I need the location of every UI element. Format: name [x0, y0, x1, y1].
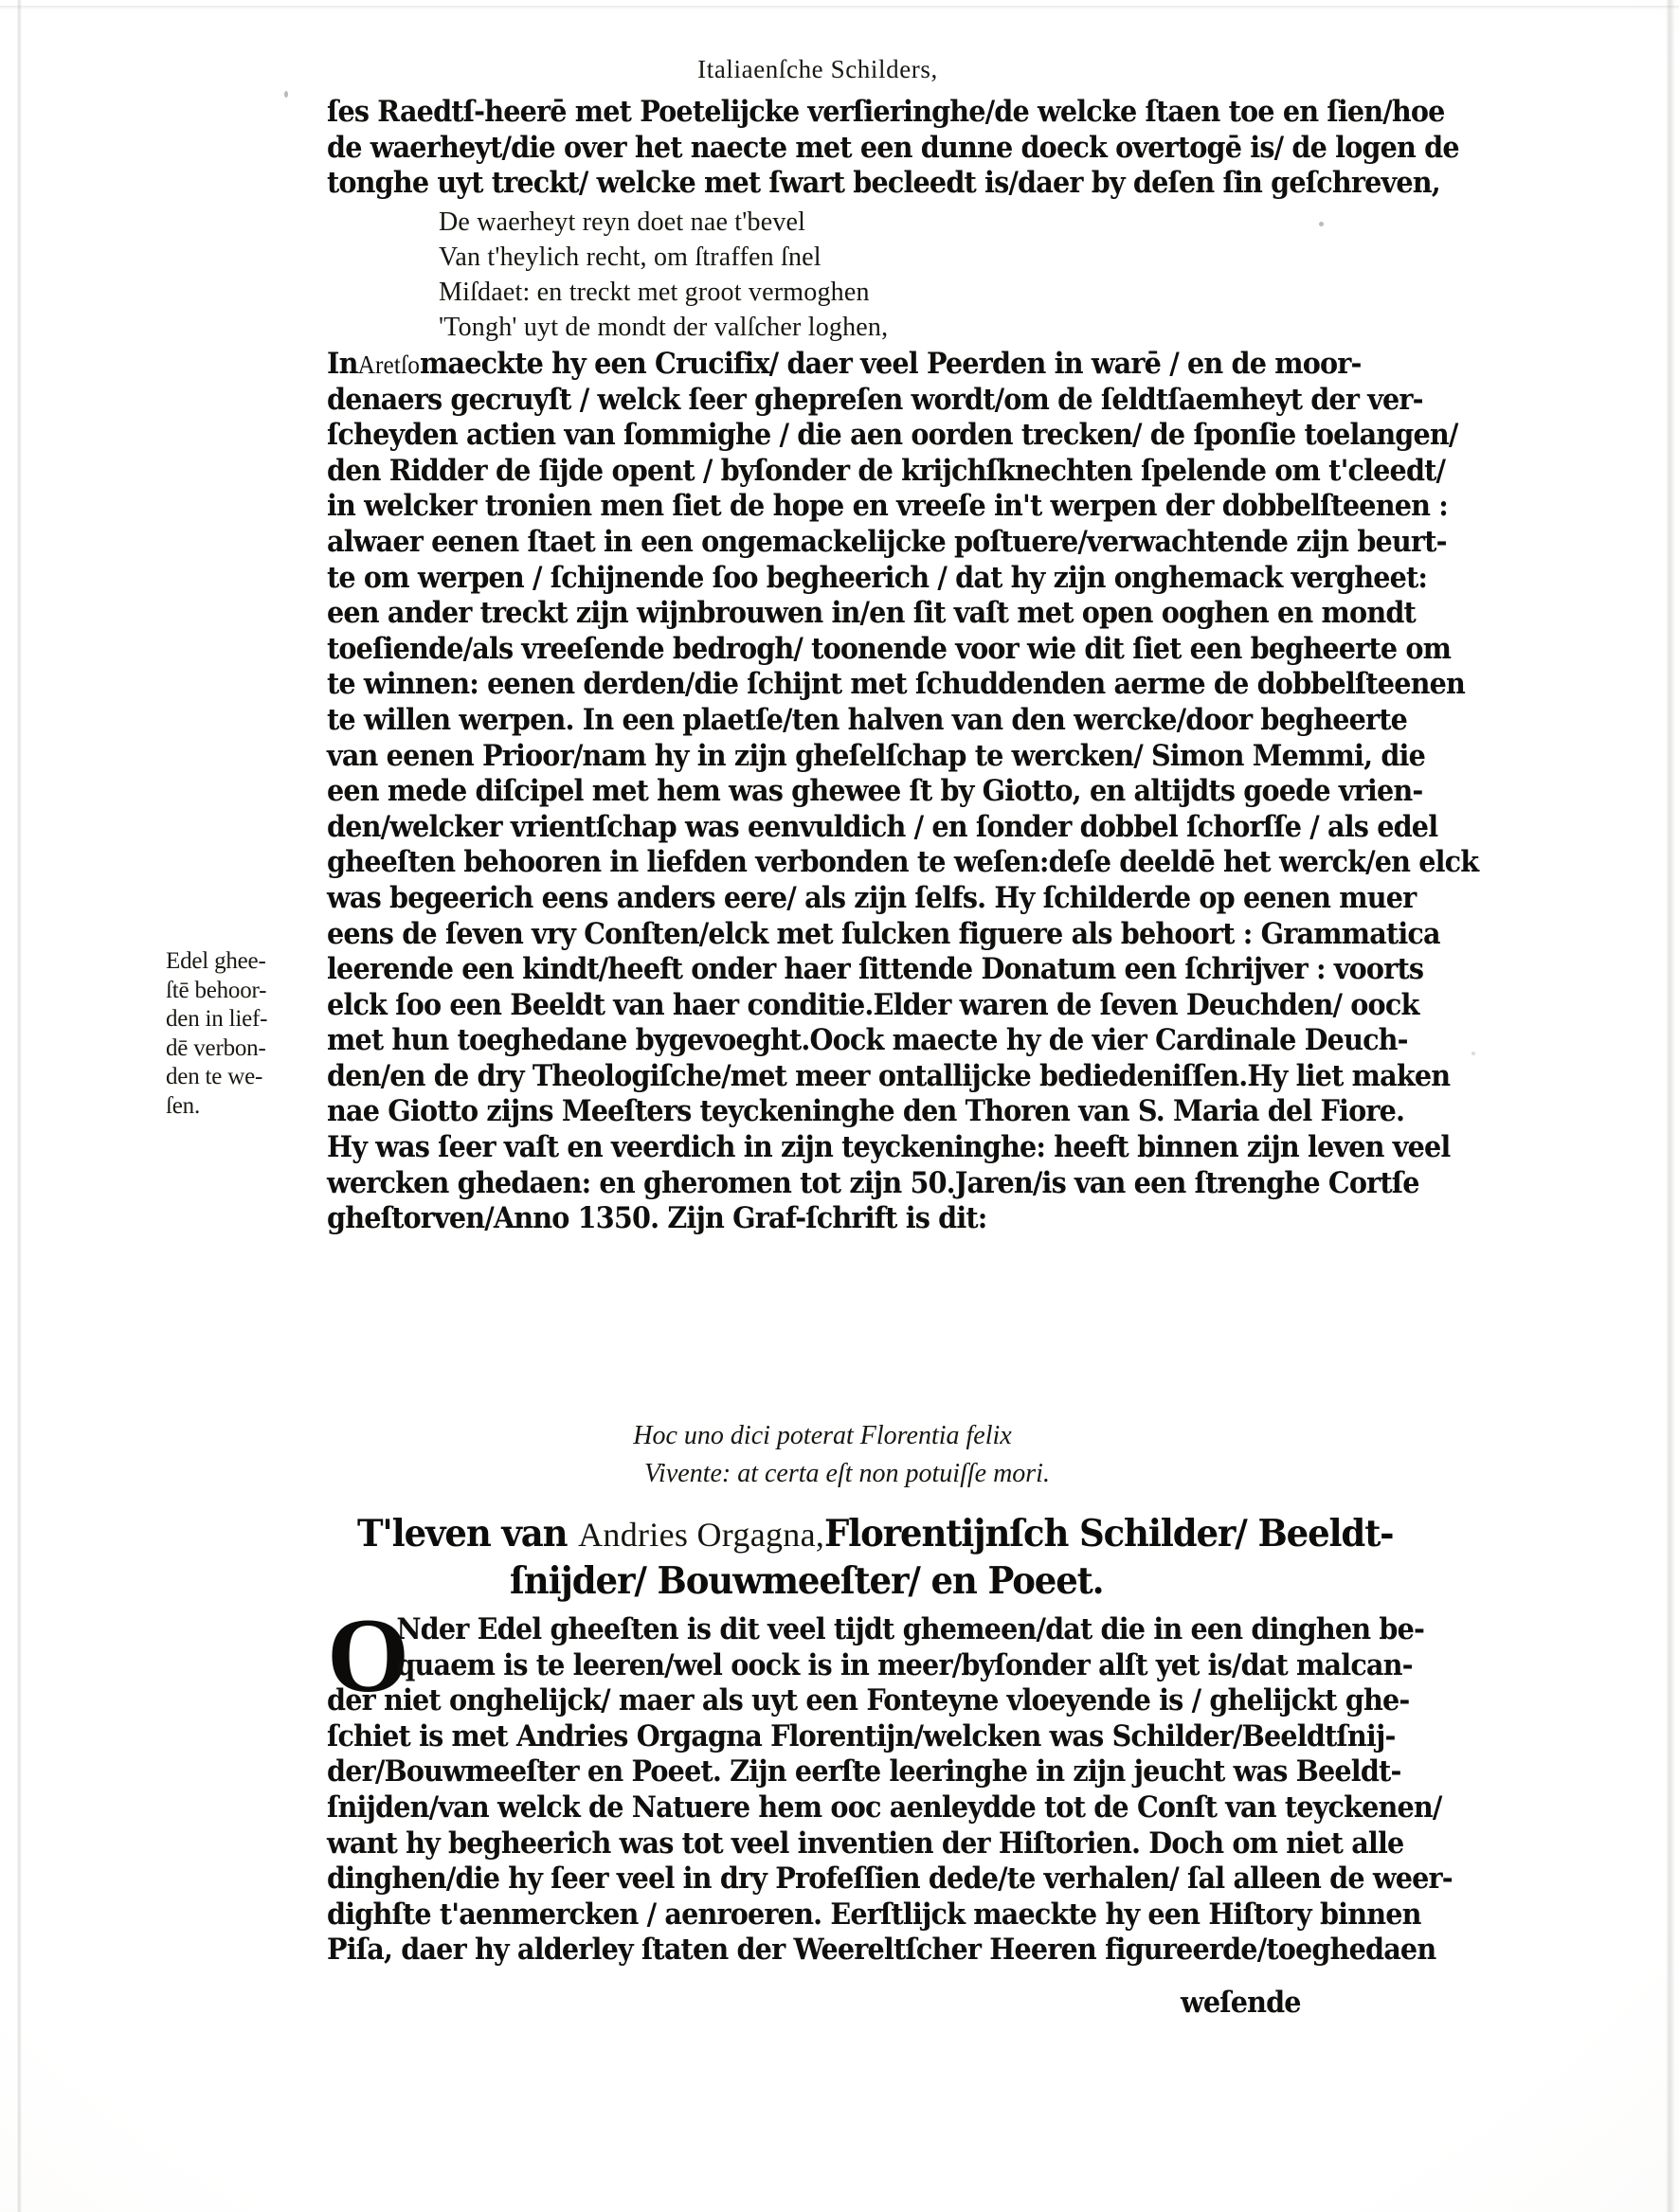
text-line: van eenen Prioor/nam hy in zijn gheſelſchap te wercken/ Simon Memmi, die — [327, 738, 1425, 773]
verse-line: De waerheyt reyn doet nae t'bevel — [439, 207, 806, 237]
text-line: leerende een kindt/heeft onder haer ſittende Donatum een ſchrijver : voorts — [327, 952, 1424, 987]
heading-fragment-gothic: Florentijnſch Schilder/ Beeldt- — [824, 1512, 1394, 1556]
text-line: want hy begheerich was tot veel inventien der Hiſtorien. Doch om niet alle — [327, 1825, 1404, 1861]
text-fragment-gothic: In — [327, 347, 358, 381]
section-heading-line-2 — [327, 1559, 1309, 1607]
text-line: in welcker tronien men ſiet de hope en vreeſe in't werpen der dobbelſteenen : — [327, 489, 1448, 524]
heading-fragment-gothic: ſnijder/ Bouwmeeſter/ en Poeet. — [509, 1559, 1104, 1603]
text-line: een ander treckt zijn wijnbrouwen in/en ſit vaſt met open ooghen en mondt — [327, 596, 1416, 631]
text-line: was begeerich eens anders eere/ als zijn ſelfs. Hy ſchilderde op eenen muer — [327, 880, 1417, 915]
verse-line: Miſdaet: en treckt met groot vermoghen — [439, 278, 870, 307]
epitaph-line: Vivente: at certa eſt non potuiſſe mori. — [644, 1459, 1050, 1488]
text-line: dinghen/die hy ſeer veel in dry Profeſſien dede/te verhalen/ ſal alleen de weer- — [327, 1861, 1453, 1897]
text-line: gheeſten behooren in liefden verbonden te weſen:deſe deeldē het werck/en elck — [327, 845, 1479, 880]
heading-fragment-roman: Andries Orgagna, — [578, 1516, 825, 1554]
text-line: nae Giotto zijns Meeſters teyckeninghe den Thoren van S. Maria del Fiore. — [327, 1094, 1405, 1129]
text-line: te om werpen / ſchijnende ſoo begheerich / dat hy zijn onghemack vergheet: — [327, 560, 1428, 595]
section-heading-line-1 — [327, 1512, 1394, 1559]
text-line: ſcheyden actien van ſommighe / die aen oorden trecken/ de ſponſie toelangen/ — [327, 418, 1458, 453]
margin-note-line: Edel ghee- — [166, 948, 266, 974]
text-line: tonghe uyt treckt/ welcke met ſwart becleedt is/daer by deſen ſin geſchreven, — [327, 166, 1440, 201]
latin-epitaph — [327, 1418, 1309, 1494]
margin-note-line: den in lief- — [166, 1006, 268, 1032]
epitaph-line: Hoc uno dici poterat Florentia felix — [633, 1421, 1012, 1450]
margin-note-line: ſtē behoor- — [166, 977, 267, 1003]
page-edge-top — [0, 6, 1679, 9]
catchword — [327, 1986, 1309, 2022]
text-line: ſnijden/van welck de Natuere hem ooc aenleydde tot de Conſt van teyckenen/ — [327, 1789, 1442, 1825]
margin-note-line: dē verbon- — [166, 1034, 266, 1061]
section-heading — [327, 1512, 1394, 1607]
text-line: denaers gecruyſt / welck ſeer ghepreſen wordt/om de ſeldtſaemheyt der ver- — [327, 382, 1423, 417]
ink-speck — [1319, 222, 1324, 226]
text-line: den Ridder de ſijde opent / byſonder de krijchſknechten ſpelende om t'cleedt/ — [327, 453, 1446, 488]
text-line: dighſte t'aenmercken / aenroeren. Eerſtlijck maeckte hy een Hiſtory binnen — [327, 1897, 1421, 1932]
text-line: alwaer eenen ſtaet in een ongemackelijcke poſtuere/verwachtende zijn beurt- — [327, 524, 1447, 559]
text-line: ſchiet is met Andries Orgagna Florentijn/welcken was Schilder/Beeldtſnij- — [327, 1718, 1396, 1753]
text-line: quaem is te leeren/wel oock is in meer/byſonder alſt yet is/dat malcan- — [396, 1647, 1413, 1682]
text-line: wercken ghedaen: en gheromen tot zijn 50.Jaren/is van een ſtrenghe Cortſe — [327, 1165, 1419, 1200]
text-fragment-roman: Aretſo — [357, 351, 420, 379]
verse-line: 'Tongh' uyt de mondt der valſcher loghen, — [439, 313, 889, 342]
marginal-note — [166, 947, 308, 1121]
text-line: Piſa, daer hy alderley ſtaten der Weereltſcher Heeren figureerde/toeghedaen — [327, 1933, 1436, 1968]
text-line: der niet onghelijck/ maer als uyt een Fonteyne vloeyende is / ghelijckt ghe- — [327, 1683, 1410, 1718]
text-fragment-gothic: maeckte hy een Crucifix/ daer veel Peerden in warē / en de moor- — [419, 347, 1362, 381]
heading-fragment-gothic: T'leven van — [357, 1512, 568, 1556]
text-line-mixed — [327, 347, 1362, 383]
main-paragraph — [327, 347, 1479, 1237]
running-head: Italiaenſche Schilders, — [697, 55, 938, 83]
text-line: toeſiende/als vreeſende bedrogh/ toonende voor wie dit ſiet een begheerte om — [327, 631, 1452, 666]
ink-speck — [284, 91, 288, 98]
dutch-verse — [327, 205, 1420, 345]
text-line: eens de ſeven vry Conſten/elck met ſulcken figuere als behoort : Grammatica — [327, 916, 1440, 951]
page-edge-left — [17, 0, 22, 2212]
catchword-text: weſende — [1181, 1986, 1301, 2020]
text-line: te winnen: eenen derden/die ſchijnt met ſchuddenden aerme de dobbelſteenen — [327, 667, 1465, 702]
margin-note-line: den te we- — [166, 1064, 263, 1089]
ink-speck — [1471, 1052, 1475, 1055]
drop-cap: O — [327, 1597, 410, 1715]
final-paragraph — [327, 1597, 1453, 1969]
text-line: Hy was ſeer vaſt en veerdich in zijn teyckeninghe: heeft binnen zijn leven veel — [327, 1130, 1451, 1165]
text-line: te willen werpen. In een plaetſe/ten halven van den wercke/door begheerte — [327, 702, 1408, 737]
text-line: met hun toeghedane bygevoeght.Oock maecte hy de vier Cardinale Deuch- — [327, 1023, 1408, 1058]
text-line: der/Bouwmeeſter en Poeet. Zijn eerſte leeringhe in zijn jeucht was Beeldt- — [327, 1754, 1401, 1789]
text-line: gheſtorven/Anno 1350. Zijn Graf-ſchrift is dit: — [327, 1201, 987, 1236]
text-line: ſes Raedtſ-heerē met Poetelijcke verſieringhe/de welcke ſtaen toe en ſien/hoe — [327, 95, 1445, 129]
verse-line: Van t'heylich recht, om ſtraffen ſnel — [439, 243, 821, 272]
page-edge-right — [1666, 0, 1675, 2212]
text-line: den/welcker vrientſchap was eenvuldich / en ſonder dobbel ſchorſſe / als edel — [327, 809, 1438, 844]
text-line: Nder Edel gheeſten is dit veel tijdt ghemeen/dat die in een dinghen be- — [396, 1612, 1425, 1646]
text-line: den/en de dry Theologiſche/met meer ontallijcke bediedeniſſen.Hy liet maken — [327, 1058, 1451, 1093]
top-paragraph — [327, 95, 1459, 202]
text-line: de waerheyt/die over het naecte met een dunne doeck overtogē is/ de logen de — [327, 130, 1459, 165]
text-line: een mede diſcipel met hem was ghewee ſt by Giotto, en altijdts goede vrien- — [327, 774, 1423, 809]
text-line: elck ſoo een Beeldt van haer conditie.Elder waren de ſeven Deuchden/ oock — [327, 987, 1419, 1022]
margin-note-line: ſen. — [166, 1092, 200, 1119]
